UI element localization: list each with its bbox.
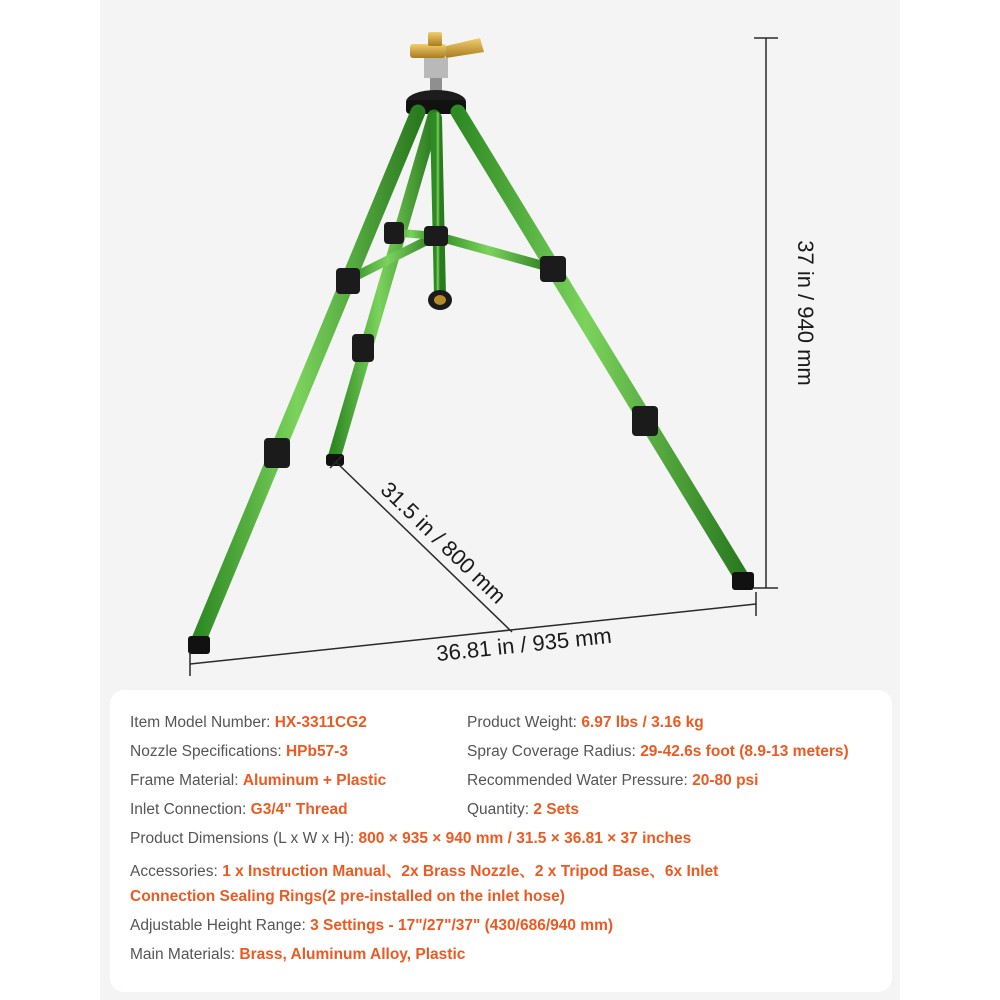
spec-accessories <box>130 859 718 881</box>
spec-label: Adjustable Height Range: <box>130 917 306 934</box>
spec-value: 29-42.6s foot (8.9-13 meters) <box>640 743 849 760</box>
spec-product-weight <box>467 714 704 732</box>
spec-label: Quantity: <box>467 801 530 818</box>
height-dimension-label: 37 in / 940 mm <box>793 240 818 386</box>
spec-label: Spray Coverage Radius: <box>467 743 636 760</box>
spec-label: Product Weight: <box>467 714 577 731</box>
spec-frame-material <box>130 772 386 790</box>
depth-dimension-label: 31.5 in / 800 mm <box>375 476 511 609</box>
spec-nozzle-specifications <box>130 743 348 761</box>
spec-value: HX-3311CG2 <box>274 714 367 731</box>
tripod-braces <box>348 232 552 280</box>
spec-value: 6.97 lbs / 3.16 kg <box>581 714 704 731</box>
spec-label: Nozzle Specifications: <box>130 743 282 760</box>
spec-label: Item Model Number: <box>130 714 271 731</box>
spec-label: Inlet Connection: <box>130 801 247 818</box>
spec-inlet-connection <box>130 801 348 819</box>
spec-value: HPb57-3 <box>285 743 348 760</box>
spec-value: 2 Sets <box>533 801 580 818</box>
spec-adjustable-height-range <box>130 917 613 935</box>
spec-label: Main Materials: <box>130 946 236 963</box>
width-dimension-label: 36.81 in / 935 mm <box>435 622 613 667</box>
spec-accessories-continued <box>130 888 565 906</box>
spec-recommended-water-pressure <box>467 772 759 790</box>
spec-value: 20-80 psi <box>692 772 759 789</box>
sprinkler-head <box>406 32 484 114</box>
spec-value: Connection Sealing Rings(2 pre-installed on the inlet hose) <box>130 888 565 905</box>
spec-value: 1 x Instruction Manual、2x Brass Nozzle、2 x Tripod Base、6x Inlet <box>222 863 719 880</box>
spec-label: Recommended Water Pressure: <box>467 772 688 789</box>
spec-label: Frame Material: <box>130 772 239 789</box>
spec-quantity <box>467 801 579 819</box>
spec-product-dimensions <box>130 830 691 848</box>
spec-spray-coverage-radius <box>467 743 849 761</box>
spec-label: Product Dimensions (L x W x H): <box>130 830 355 847</box>
spec-main-materials <box>130 946 465 964</box>
spec-label: Accessories: <box>130 863 218 880</box>
spec-value: G3/4" Thread <box>250 801 348 818</box>
spec-value: 3 Settings - 17"/27"/37" (430/686/940 mm) <box>310 917 614 934</box>
spec-item-model-number <box>130 714 367 732</box>
spec-value: Brass, Aluminum Alloy, Plastic <box>239 946 466 963</box>
spec-value: 800 × 935 × 940 mm / 31.5 × 36.81 × 37 inches <box>358 830 692 847</box>
specifications-card <box>110 690 892 992</box>
spec-value: Aluminum + Plastic <box>242 772 387 789</box>
